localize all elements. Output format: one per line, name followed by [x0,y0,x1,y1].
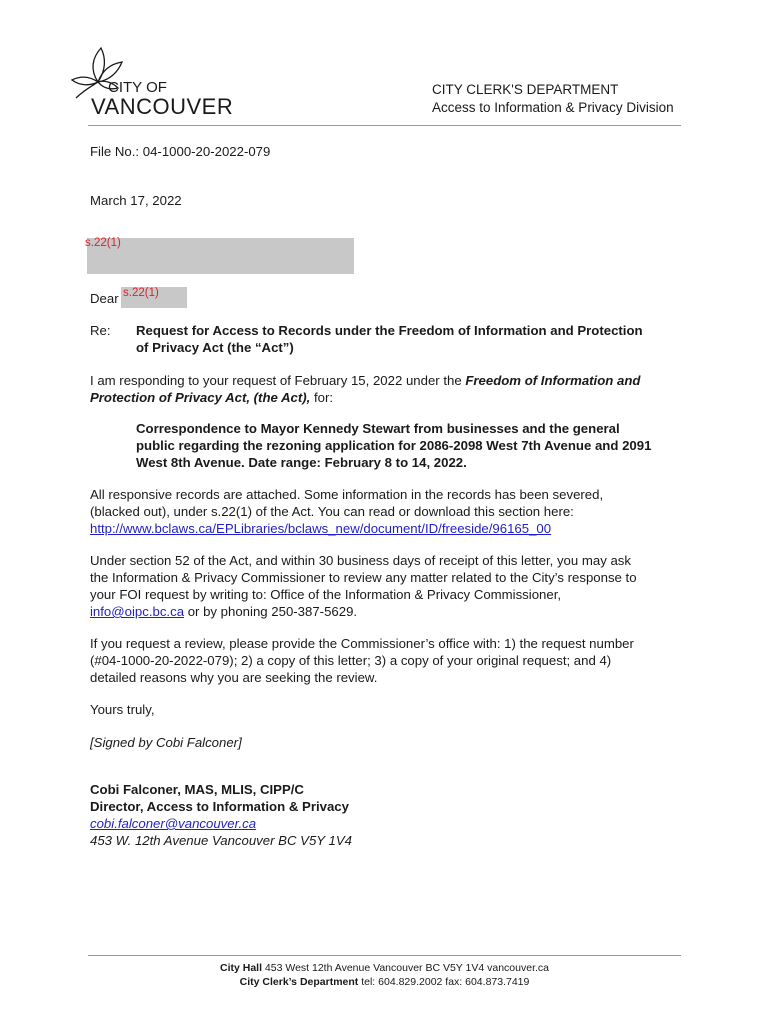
request-review-line-1: If you request a review, please provide the Commissioner’s office with: 1) the request number [90,636,634,651]
footer-address: 453 West 12th Avenue Vancouver BC V5Y 1V4 vancouver.ca [262,962,549,974]
re-label: Re: [90,323,111,338]
redacted-recipient-name [121,287,187,308]
department-name: CITY CLERK'S DEPARTMENT [432,82,619,97]
letter-date: March 17, 2022 [90,193,182,208]
review-line-2: the Information & Privacy Commissioner to review any matter related to the City’s response to [90,570,637,585]
salutation: Dear [90,291,119,306]
intro-text: I am responding to your request of February 15, 2022 under the [90,373,466,388]
footer-contact: tel: 604.829.2002 fax: 604.873.7419 [358,976,530,988]
review-line-4 [90,604,357,621]
signer-email-line [90,816,256,833]
footer-divider [88,955,681,956]
department-header [432,81,674,117]
signer-title: Director, Access to Information & Privacy [90,799,349,814]
request-description-line-3: West 8th Avenue. Date range: February 8 to 14, 2022. [136,455,467,470]
records-line-2: (blacked out), under s.22(1) of the Act. You can read or download this section here: [90,504,574,519]
logo-vancouver: VANCOUVER [91,94,234,119]
records-line-1: All responsive records are attached. Some information in the records has been severed, [90,487,604,502]
footer-city-hall: City Hall [219,962,262,974]
logo-city-of: CITY OF [108,79,167,96]
signer-address: 453 W. 12th Avenue Vancouver BC V5Y 1V4 [90,833,352,848]
footer [88,961,681,989]
request-description-line-2: public regarding the rezoning application for 2086-2098 West 7th Avenue and 2091 [136,438,652,453]
footer-dept: City Clerk’s Department [239,976,359,988]
oipc-email-link[interactable]: info@oipc.bc.ca [90,604,185,619]
intro-tail: for: [310,390,334,405]
review-line-1: Under section 52 of the Act, and within 30 business days of receipt of this letter, you may ask [90,553,631,568]
file-number: File No.: 04-1000-20-2022-079 [90,144,271,159]
closing: Yours truly, [90,702,155,717]
flower-logo-icon [68,40,248,120]
review-line-3: your FOI request by writing to: Office of the Information & Privacy Commissioner, [90,587,562,602]
redaction-code: s.22(1) [85,237,121,249]
signed-note: [Signed by Cobi Falconer] [90,735,242,750]
act-name-part-2: Protection of Privacy Act, (the Act), [90,390,311,405]
phone-text: or by phoning 250-387-5629. [184,604,358,619]
request-description-line-1: Correspondence to Mayor Kennedy Stewart from businesses and the general [136,421,620,436]
footer-line-1 [88,961,681,975]
intro-line-2 [90,390,333,407]
bclaws-link[interactable]: http://www.bclaws.ca/EPLibraries/bclaws_new/document/ID/freeside/96165_00 [90,521,552,536]
city-of-vancouver-logo [68,40,248,120]
footer-line-2 [88,975,681,989]
header-divider [88,125,681,126]
request-review-line-3: detailed reasons why you are seeking the review. [90,670,378,685]
signer-name: Cobi Falconer, MAS, MLIS, CIPP/C [90,782,304,797]
intro-line-1 [90,373,640,390]
division-name: Access to Information & Privacy Division [432,100,674,115]
act-name-part-1: Freedom of Information and [465,373,641,388]
re-subject-line-1: Request for Access to Records under the Freedom of Information and Protection [136,323,643,338]
redaction-code: s.22(1) [123,287,159,299]
records-line-3 [90,521,551,538]
redacted-recipient-address [87,238,354,274]
signer-email-link[interactable]: cobi.falconer@vancouver.ca [90,816,257,831]
request-review-line-2: (#04-1000-20-2022-079); 2) a copy of this letter; 3) a copy of your original request; and 4) [90,653,612,668]
re-subject-line-2: of Privacy Act (the “Act”) [136,340,294,355]
